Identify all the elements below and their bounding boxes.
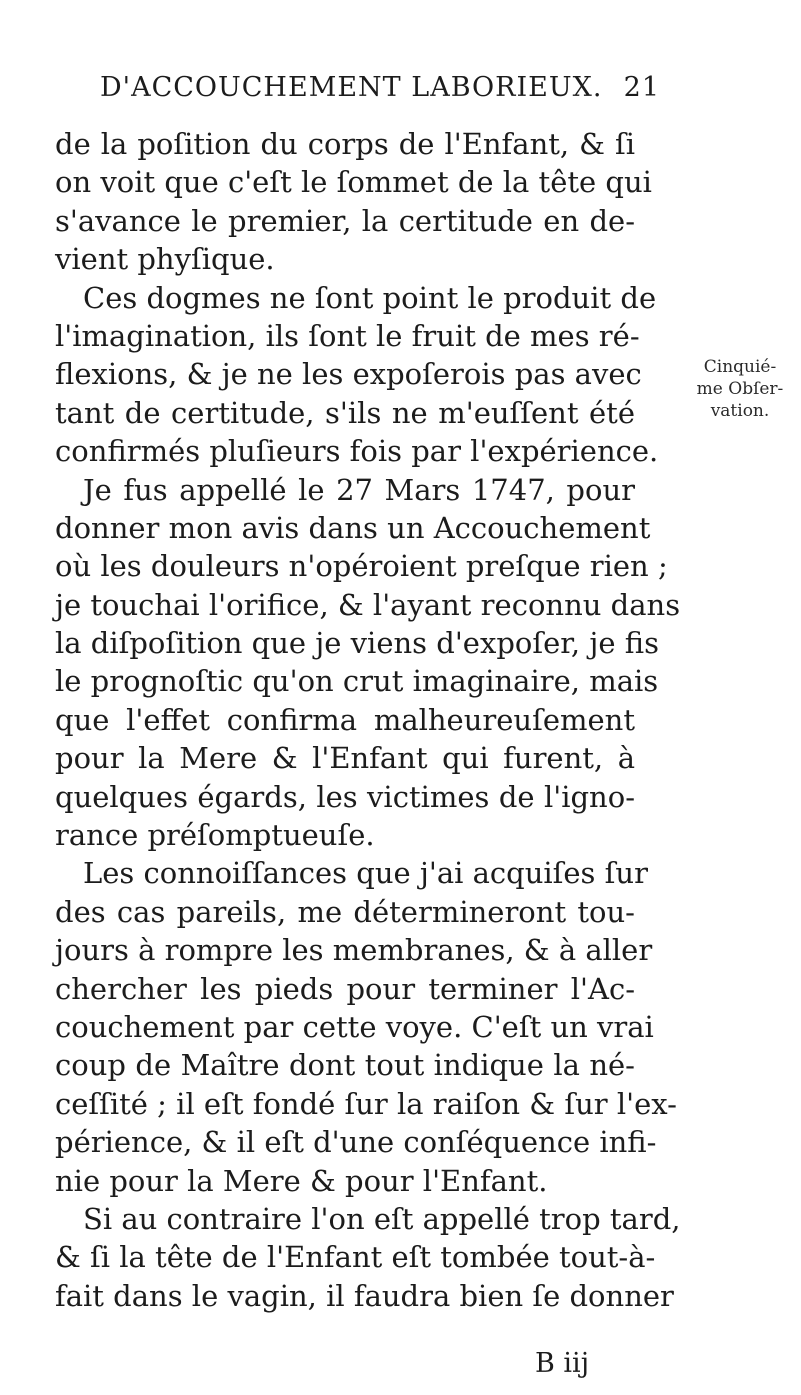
margin-note — [690, 356, 790, 422]
text-line: des cas pareils, me détermineront tou- — [55, 894, 635, 929]
text-line: & ſi la tête de l'Enfant eſt tombée tout-à- — [55, 1240, 656, 1275]
text-line: de la poſition du corps de l'Enfant, & ſi — [55, 127, 635, 161]
text-line: pour la Mere & l'Enfant qui furent, à — [55, 741, 635, 776]
text-line: que l'effet confirma malheureuſement — [55, 702, 635, 737]
text-line: jours à rompre les membranes, & à aller — [55, 933, 653, 968]
text-line: chercher les pieds pour terminer l'Ac- — [55, 971, 635, 1006]
text-line: nie pour la Mere & pour l'Enfant. — [55, 1163, 548, 1198]
text-line: donner mon avis dans un Accouchement — [55, 510, 651, 545]
margin-note-line: me Obſer- — [696, 379, 784, 399]
text-line: l'imagination, ils ſont le fruit de mes ré- — [55, 318, 640, 353]
text-line: je touchai l'orifice, & l'ayant reconnu dans — [55, 587, 681, 622]
margin-note-line: vation. — [710, 401, 770, 421]
text-line: couchement par cette voye. C'eſt un vrai — [55, 1009, 654, 1044]
text-line: flexions, & je ne les expoſerois pas avec — [55, 357, 642, 392]
signature-mark: B iij — [535, 1348, 590, 1379]
text-line: tant de certitude, s'ils ne m'euſſent été — [55, 395, 635, 430]
text-line: fait dans le vagin, il faudra bien ſe donner — [55, 1278, 674, 1313]
text-line: s'avance le premier, la certitude en de- — [55, 203, 635, 238]
text-line: vient phyſique. — [55, 242, 275, 277]
text-line: le prognoſtic qu'on crut imaginaire, mais — [55, 664, 659, 699]
text-line: Je fus appellé le 27 Mars 1747, pour — [83, 472, 635, 507]
text-line: quelques égards, les victimes de l'igno- — [55, 779, 635, 814]
text-line: rance préſomptueuſe. — [55, 818, 375, 853]
body-text — [55, 125, 681, 1315]
text-line: périence, & il eſt d'une conſéquence infi- — [55, 1125, 657, 1160]
page-number: 21 — [623, 72, 660, 103]
text-line: ceſſité ; il eſt fondé ſur la raiſon & ſur l'ex- — [55, 1086, 677, 1121]
text-line: Ces dogmes ne ſont point le produit de — [83, 280, 657, 315]
text-line: Si au contraire l'on eſt appellé trop tard, — [83, 1201, 681, 1236]
text-line: on voit que c'eſt le ſommet de la tête qui — [55, 165, 652, 200]
text-line: coup de Maître dont tout indique la né- — [55, 1048, 635, 1083]
running-title: D'ACCOUCHEMENT LABORIEUX. — [100, 72, 603, 103]
running-head — [100, 72, 660, 112]
text-line: Les connoiſſances que j'ai acquiſes ſur — [83, 856, 648, 891]
margin-note-line: Cinquié- — [703, 357, 777, 377]
text-line: la diſpoſition que je viens d'expoſer, je fis — [55, 626, 659, 661]
text-line: où les douleurs n'opéroient preſque rien ; — [55, 549, 668, 584]
text-line: confirmés pluſieurs fois par l'expérience. — [55, 434, 659, 469]
